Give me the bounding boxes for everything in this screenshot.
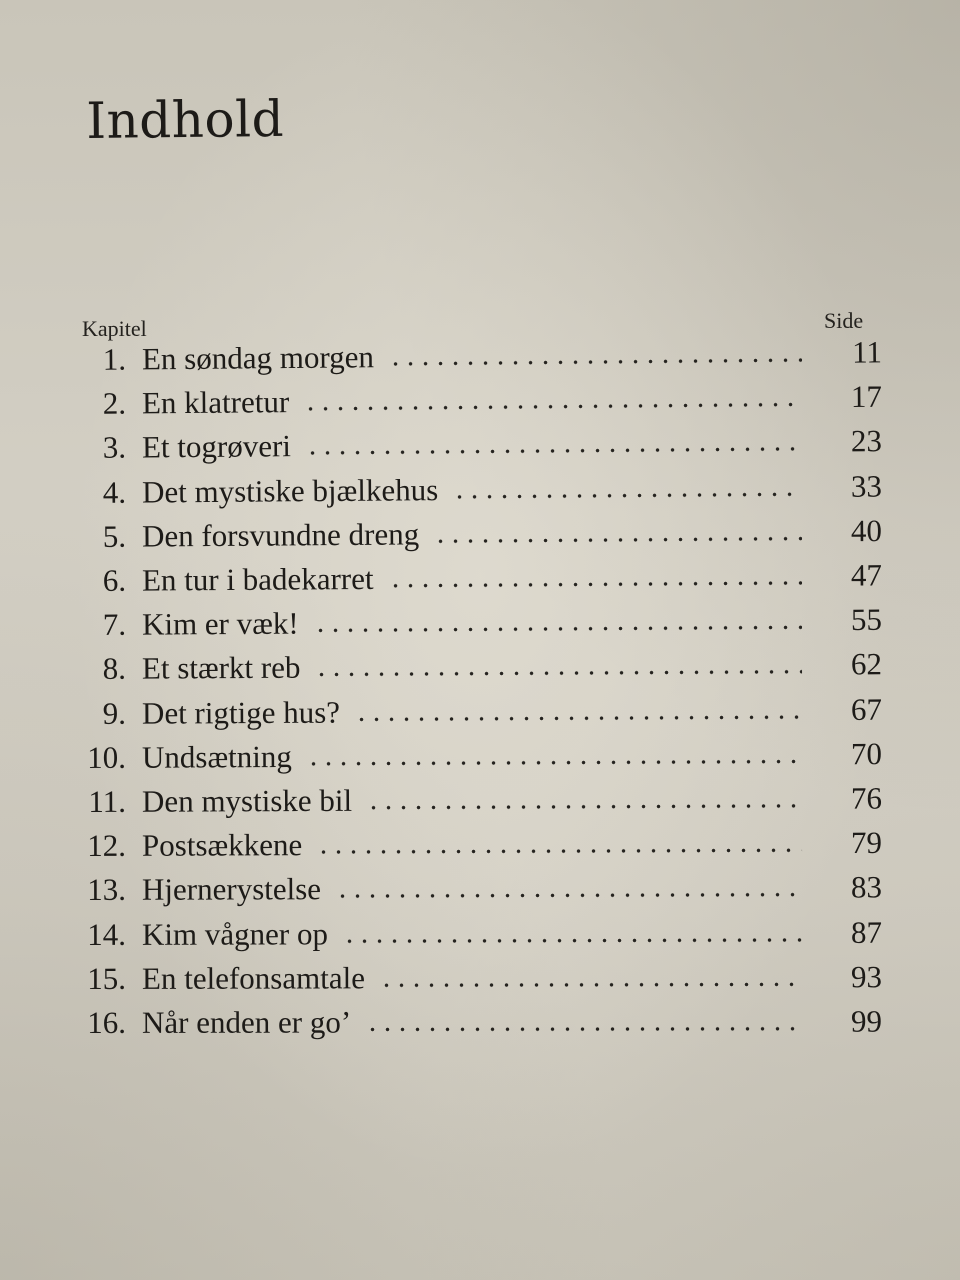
- page-number: 99: [850, 1003, 883, 1039]
- chapter-number: 1.: [102, 341, 127, 377]
- dot-leader: [433, 535, 802, 544]
- page-number: 47: [850, 557, 883, 593]
- dot-leader: [388, 357, 802, 367]
- dot-leader: [354, 714, 802, 722]
- dot-leader: [313, 625, 802, 634]
- chapter-title: Et togrøveri: [141, 428, 292, 465]
- toc-entry: [80, 912, 900, 954]
- page-number: 79: [850, 825, 883, 861]
- chapter-number: 14.: [87, 916, 127, 952]
- chapter-number: 8.: [102, 651, 127, 687]
- toc-entry: [80, 377, 900, 424]
- dot-leader: [365, 1026, 802, 1033]
- chapter-title: En søndag morgen: [141, 339, 375, 377]
- page-title: Indhold: [86, 89, 285, 150]
- chapter-number: 11.: [88, 783, 127, 819]
- dot-leader: [306, 758, 802, 766]
- page-number: 93: [850, 958, 883, 995]
- page-number: 70: [850, 735, 883, 772]
- toc-entry: [80, 823, 900, 866]
- chapter-number: 2.: [102, 385, 127, 421]
- toc-entry: [80, 466, 900, 513]
- page-number: 23: [850, 423, 883, 459]
- chapter-title: En tur i badekarret: [141, 560, 374, 598]
- chapter-title: Undsætning: [141, 738, 292, 775]
- dot-leader: [335, 892, 802, 900]
- dot-leader: [388, 580, 802, 589]
- chapter-column-header: Kapitel: [82, 316, 147, 341]
- page-number: 76: [850, 780, 883, 816]
- chapter-number: 13.: [87, 872, 127, 908]
- toc-entry: [80, 555, 900, 601]
- chapter-title: Det rigtige hus?: [141, 694, 341, 731]
- page-number: 17: [850, 378, 883, 415]
- chapter-number: 3.: [102, 429, 127, 466]
- chapter-title: Kim er væk!: [141, 605, 299, 642]
- toc-entry: [80, 868, 900, 911]
- page-number: 62: [850, 646, 883, 682]
- page-number: 67: [850, 691, 883, 727]
- chapter-number: 10.: [87, 739, 127, 775]
- toc-entry: [80, 421, 900, 468]
- toc-entry: [80, 1002, 900, 1043]
- chapter-title: Når enden er go’: [141, 1004, 352, 1040]
- chapter-title: Hjernerystelse: [141, 871, 322, 908]
- toc-entry: [80, 332, 900, 380]
- toc-entry: [80, 511, 900, 557]
- chapter-title: Det mystiske bjælkehus: [141, 471, 439, 510]
- chapter-number: 9.: [102, 695, 127, 731]
- dot-leader: [303, 402, 802, 413]
- page-number: 83: [850, 869, 883, 905]
- dot-leader: [366, 803, 802, 811]
- page-number: 40: [850, 512, 883, 549]
- chapter-title: En klatretur: [141, 384, 290, 421]
- chapter-number: 16.: [87, 1004, 127, 1040]
- chapter-number: 5.: [102, 518, 127, 554]
- chapter-number: 4.: [102, 474, 127, 510]
- toc-entry: [80, 689, 900, 733]
- chapter-title: Postsækkene: [141, 827, 303, 863]
- page-number: 33: [850, 468, 883, 504]
- page-number: 55: [850, 602, 883, 638]
- chapter-number: 12.: [87, 828, 127, 864]
- dot-leader: [314, 669, 802, 678]
- chapter-title: Kim vågner op: [141, 915, 329, 952]
- toc-entry: [80, 734, 900, 778]
- page-column-header: Side: [824, 308, 864, 333]
- dot-leader: [342, 937, 802, 944]
- toc-entry: [80, 600, 900, 645]
- page-number: 87: [850, 914, 883, 950]
- chapter-number: 7.: [102, 606, 127, 643]
- toc-entry: [80, 778, 900, 822]
- dot-leader: [316, 847, 802, 855]
- dot-leader: [452, 491, 802, 500]
- chapter-number: 6.: [102, 562, 127, 598]
- toc-entry: [80, 957, 900, 999]
- chapter-title: Et stærkt reb: [141, 650, 301, 687]
- toc-entry: [80, 645, 900, 690]
- dot-leader: [305, 446, 802, 456]
- chapter-title: En telefonsamtale: [141, 960, 365, 996]
- chapter-title: Den mystiske bil: [141, 782, 353, 819]
- chapter-title: Den forsvundne dreng: [141, 516, 420, 554]
- page-number: 11: [851, 334, 883, 370]
- chapter-number: 15.: [87, 960, 127, 996]
- dot-leader: [379, 981, 802, 988]
